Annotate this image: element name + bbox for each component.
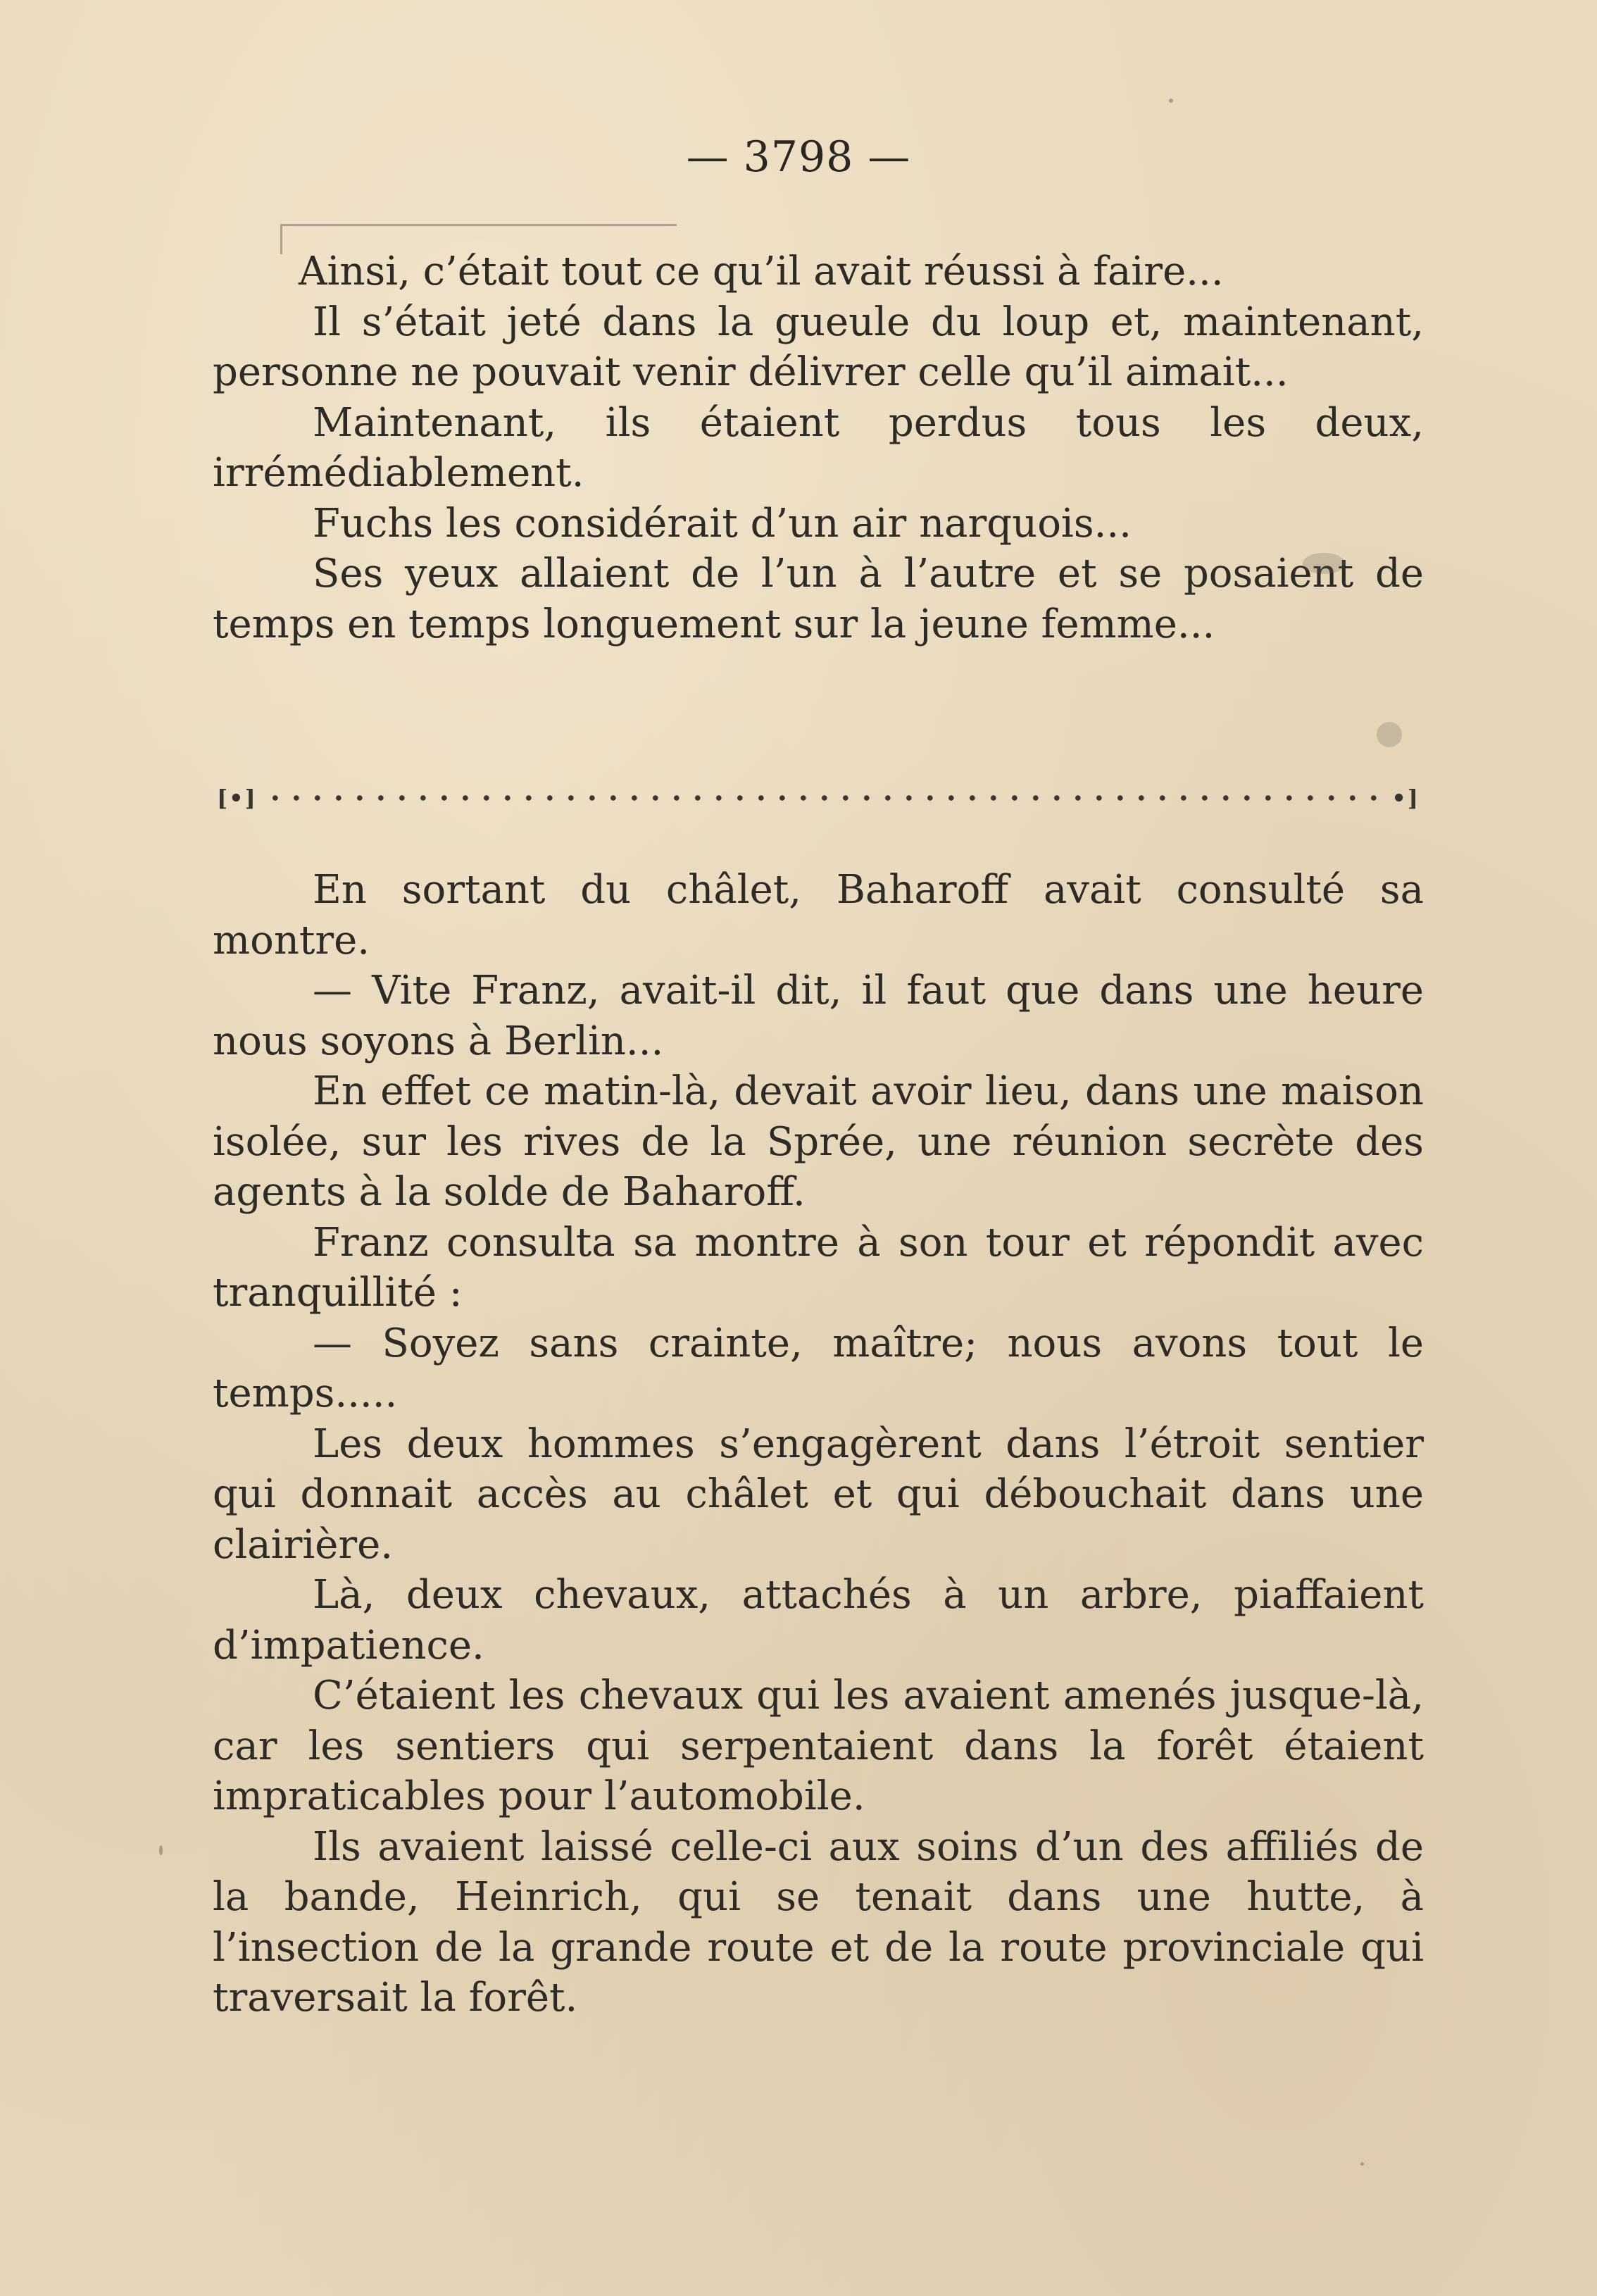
dotted-section-separator	[213, 785, 1424, 811]
text-block-before-break	[213, 247, 1424, 649]
paragraph: Ainsi, c’était tout ce qu’il avait réussi à faire...	[299, 249, 1224, 294]
paper-speck	[1377, 722, 1402, 747]
paragraph: En effet ce matin-là, devait avoir lieu, dans une maison isolée, sur les rives de la Sprée, une réunion secrète des agents à la solde de Baharoff.	[213, 1068, 1424, 1215]
paragraph: En sortant du châlet, Baharoff avait consulté sa montre.	[213, 867, 1424, 963]
paper-speck	[159, 1845, 163, 1855]
paragraph: Ils avaient laissé celle-ci aux soins d’un des affiliés de la bande, Heinrich, qui se tenait dans une hutte, à l’insection de la grande route et de la route provinciale qui traversait la forêt.	[213, 1823, 1424, 2021]
paragraph: Là, deux chevaux, attachés à un arbre, piaffaient d’impatience.	[213, 1572, 1424, 1668]
paragraph: Maintenant, ils étaient perdus tous les deux, irrémédiablement.	[213, 399, 1424, 496]
separator-left-cap: [•]	[217, 785, 257, 811]
separator-right-cap: •]	[1391, 785, 1420, 811]
paragraph: Franz consulta sa montre à son tour et répondit avec tranquillité :	[213, 1219, 1424, 1316]
paragraph: Ses yeux allaient de l’un à l’autre et se posaient de temps en temps longuement sur la jeune femme...	[213, 551, 1424, 647]
paragraph: Fuchs les considérait d’un air narquois...	[313, 500, 1132, 547]
paragraph: C’étaient les chevaux qui les avaient amenés jusque-là, car les sentiers qui serpentaient dans la forêt étaient impraticables pour l’automobile.	[213, 1673, 1424, 1819]
page-number-header: — 3798 —	[686, 132, 911, 182]
paragraph: Les deux hommes s’engagèrent dans l’étroit sentier qui donnait accès au châlet et qui débouchait dans une clairière.	[213, 1421, 1424, 1568]
paragraph: — Vite Franz, avait-il dit, il faut que dans une heure nous soyons à Berlin...	[213, 968, 1424, 1064]
paper-speck	[1303, 553, 1345, 574]
paragraph: — Soyez sans crainte, maître; nous avons tout le temps.....	[213, 1320, 1424, 1416]
text-block-after-break	[213, 865, 1424, 2023]
paper-speck	[1360, 2162, 1364, 2166]
paragraph: Il s’était jeté dans la gueule du loup et, maintenant, personne ne pouvait venir délivrer celle qu’il aimait...	[213, 299, 1424, 395]
paper-speck	[1169, 99, 1173, 103]
separator-dots	[261, 794, 1388, 801]
